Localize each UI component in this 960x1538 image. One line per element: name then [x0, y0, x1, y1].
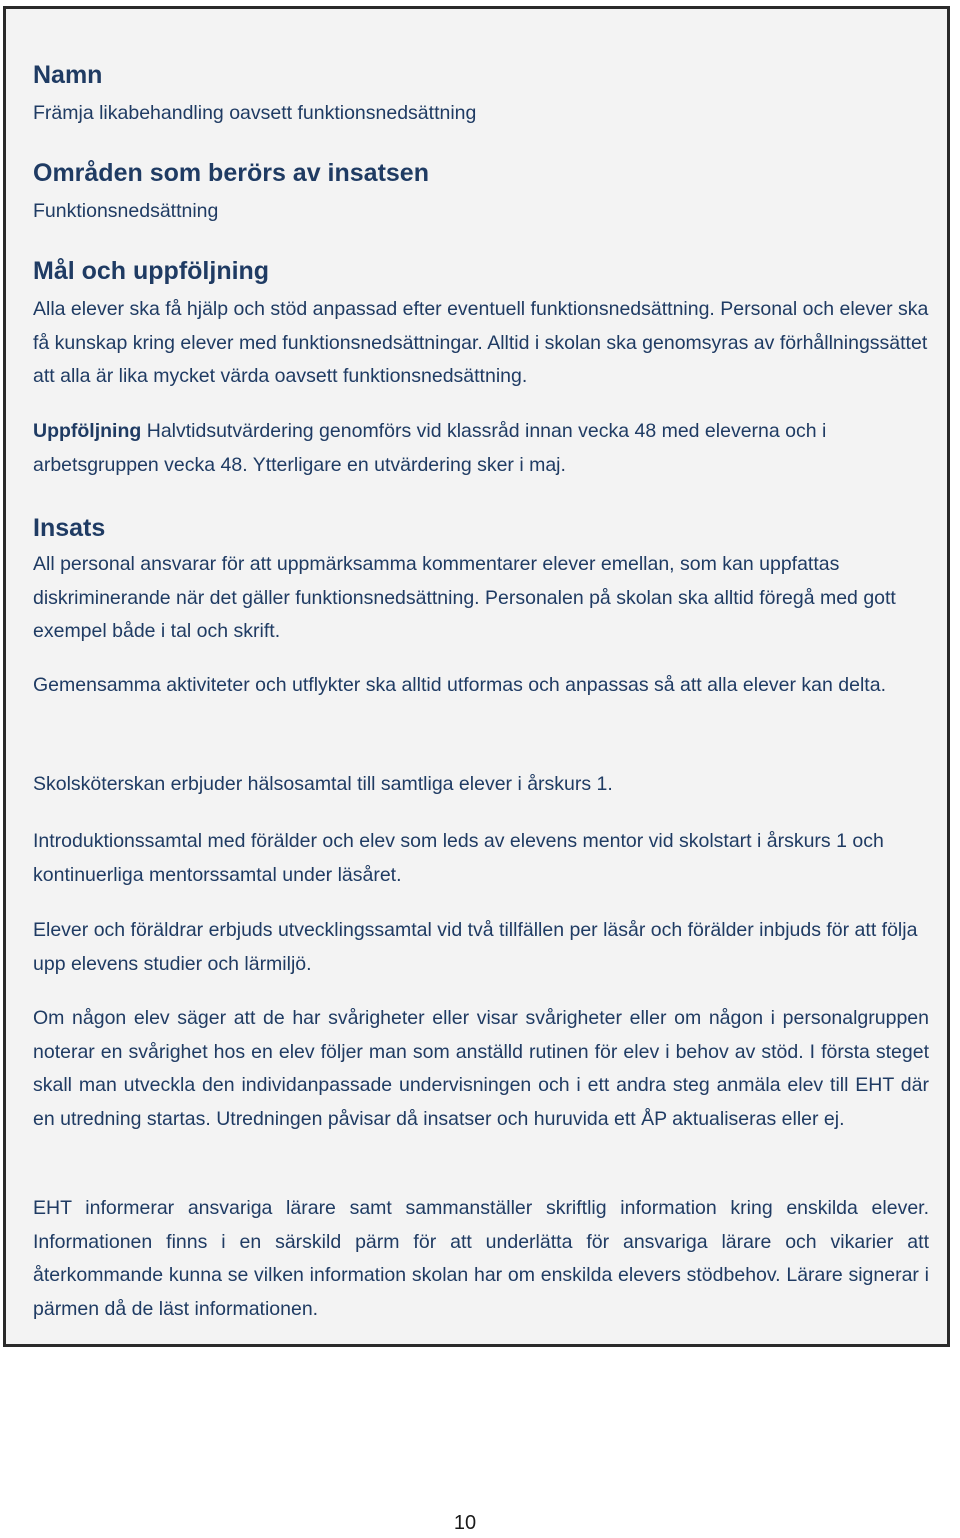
- uppfoljning-label: Uppföljning: [33, 420, 142, 442]
- insats-paragraph-4: Introduktionssamtal med förälder och elev som leds av elevens mentor vid skolstart i årskurs 1 och kontinuerliga mentorssamtal under läsåret.: [33, 830, 884, 886]
- heading-mal-och-uppfoljning: Mål och uppföljning: [33, 257, 270, 285]
- omraden-text: Funktionsnedsättning: [33, 200, 219, 222]
- insats-paragraph-1: All personal ansvarar för att uppmärksamma kommentarer elever emellan, som kan uppfattas diskriminerande när det gäller funktionsnedsättning. Personalen på skolan ska alltid föregå med gott exempel både i tal och skrift.: [33, 553, 896, 642]
- document-frame: [3, 6, 950, 1347]
- insats-paragraph-7: EHT informerar ansvariga lärare samt sammanställer skriftlig information kring enskilda elever. Informationen finns i en särskild pärm för att underlätta för ansvariga lärare och vikarier att återkommande kunna se vilken information skolan har om enskilda elevers stödbehov. Lärare signerar i pärmen då de läst informationen.: [33, 1197, 929, 1320]
- insats-paragraph-2: Gemensamma aktiviteter och utflykter ska alltid utformas och anpassas så att alla elever kan delta.: [33, 674, 886, 696]
- insats-paragraph-3: Skolsköterskan erbjuder hälsosamtal till samtliga elever i årskurs 1.: [33, 773, 613, 795]
- uppfoljning-paragraph: [33, 415, 929, 482]
- heading-insats: Insats: [33, 514, 106, 542]
- mal-text: Alla elever ska få hjälp och stöd anpassad efter eventuell funktionsnedsättning. Personal och elever ska få kunskap kring elever med funktionsnedsättningar. Alltid i skolan ska genomsyras av förhållningssättet att alla är lika mycket värda oavsett funktionsnedsättning.: [33, 298, 929, 387]
- heading-omraden: Områden som berörs av insatsen: [33, 159, 429, 187]
- uppfoljning-text: Halvtidsutvärdering genomförs vid klassråd innan vecka 48 med eleverna och i arbetsgruppen vecka 48. Ytterligare en utvärdering sker i maj.: [33, 420, 827, 476]
- page-number: 10: [453, 1512, 477, 1534]
- insats-paragraph-5: Elever och föräldrar erbjuds utvecklingssamtal vid två tillfällen per läsår och förälder inbjuds för att följa upp elevens studier och lärmiljö.: [33, 919, 918, 975]
- namn-text: Främja likabehandling oavsett funktionsnedsättning: [33, 102, 477, 124]
- heading-namn: Namn: [33, 61, 103, 89]
- insats-paragraph-6: Om någon elev säger att de har svårigheter eller visar svårigheter eller om någon i personalgruppen noterar en svårighet hos en elev följer man som anställd rutinen för elev i behov av stöd. I första steget skall man utveckla den individanpassade undervisningen och i ett andra steg anmäla elev till EHT där en utredning startas. Utredningen påvisar då insatser och huruvida ett ÅP aktualiseras eller ej.: [33, 1007, 929, 1130]
